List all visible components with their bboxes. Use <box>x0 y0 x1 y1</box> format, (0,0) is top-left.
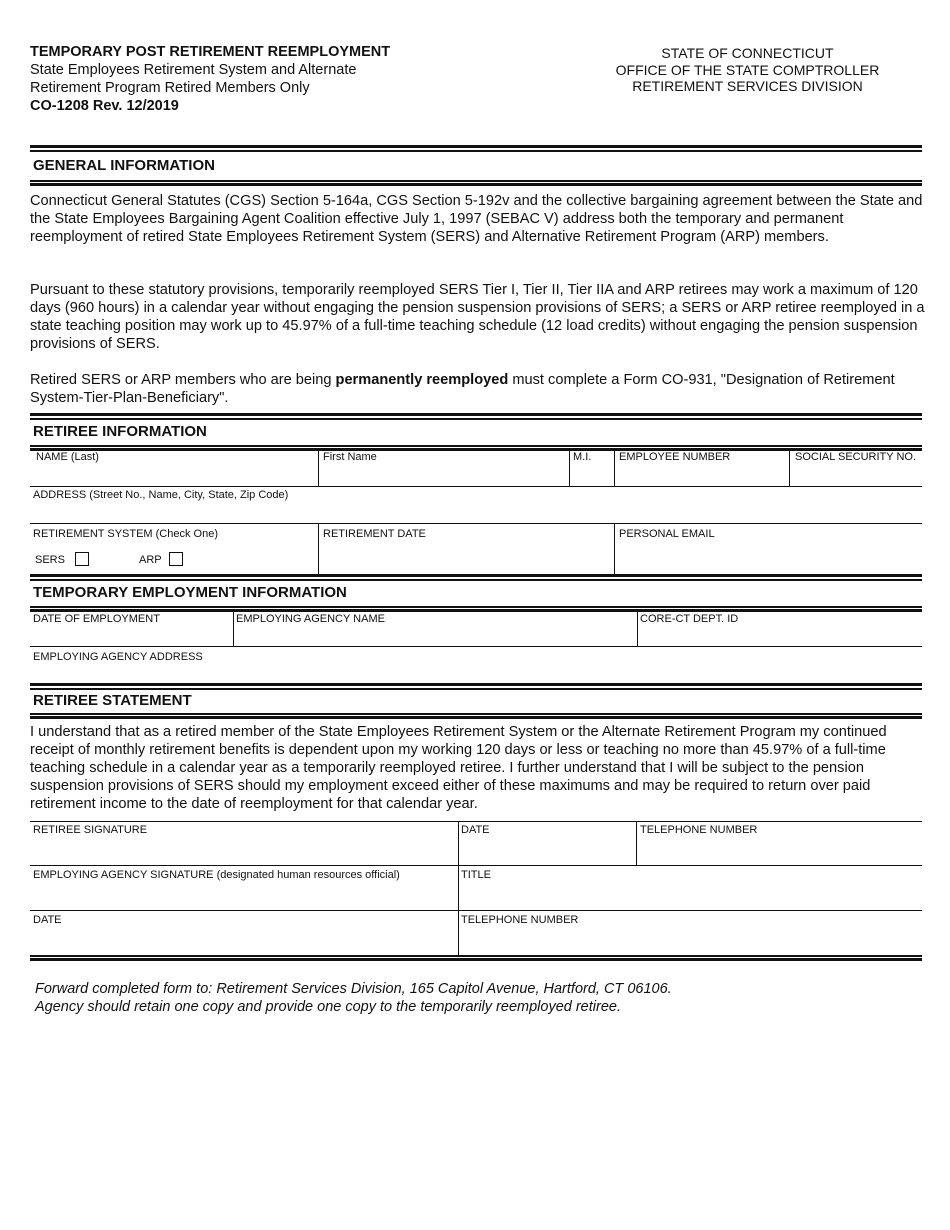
mi-field[interactable]: M.I. <box>573 451 592 463</box>
retiree-telephone-field[interactable]: TELEPHONE NUMBER <box>640 824 758 836</box>
divider <box>30 955 922 957</box>
personal-email-field[interactable]: PERSONAL EMAIL <box>619 528 715 540</box>
agency-address-field[interactable]: EMPLOYING AGENCY ADDRESS <box>33 651 203 663</box>
divider <box>30 606 922 608</box>
cell-divider <box>233 609 234 647</box>
divider <box>30 958 922 961</box>
form-subtitle-1: State Employees Retirement System and Alternate <box>30 62 357 78</box>
cell-divider <box>318 448 319 486</box>
date-of-employment-field[interactable]: DATE OF EMPLOYMENT <box>33 613 160 625</box>
cell-divider <box>789 448 790 486</box>
cell-divider <box>636 821 637 866</box>
retiree-statement-heading: RETIREE STATEMENT <box>33 692 192 709</box>
para3-text-end: must complete a Form CO-931, "Designation of Retirement System-Tier-Plan-Beneficiary". <box>30 372 895 406</box>
retirement-date-field[interactable]: RETIREMENT DATE <box>323 528 426 540</box>
cell-divider <box>614 523 615 575</box>
form-footer <box>35 980 915 1016</box>
row-line <box>30 486 922 487</box>
temp-employment-heading: TEMPORARY EMPLOYMENT INFORMATION <box>33 584 347 601</box>
divider <box>30 183 922 186</box>
divider <box>30 574 922 577</box>
divider <box>30 713 922 715</box>
form-number: CO-1208 Rev. 12/2019 <box>30 98 179 114</box>
dept-id-field[interactable]: CORE-CT DEPT. ID <box>640 613 739 625</box>
divider <box>30 716 922 719</box>
divider <box>30 445 922 447</box>
arp-label: ARP <box>139 554 162 566</box>
form-title: TEMPORARY POST RETIREMENT REEMPLOYMENT <box>30 44 391 60</box>
signature-date-field[interactable]: DATE <box>461 824 490 836</box>
divider <box>30 688 922 690</box>
agency-date-field[interactable]: DATE <box>33 914 62 926</box>
row-line <box>30 821 922 822</box>
divider <box>30 579 922 581</box>
divider <box>30 418 922 420</box>
form-subtitle-2: Retirement Program Retired Members Only <box>30 80 310 96</box>
divider <box>30 683 922 686</box>
divider <box>30 180 922 182</box>
general-info-heading: GENERAL INFORMATION <box>33 157 215 174</box>
row-line <box>30 523 922 524</box>
agency-name-field[interactable]: EMPLOYING AGENCY NAME <box>236 613 385 625</box>
row-line <box>30 646 922 647</box>
para3-text: Retired SERS or ARP members who are being <box>30 372 336 388</box>
footer-line-1: Forward completed form to: Retirement Services Division, 165 Capitol Avenue, Hartford, CT 06106. <box>35 981 672 997</box>
cell-divider <box>318 523 319 575</box>
employee-number-field[interactable]: EMPLOYEE NUMBER <box>619 451 731 463</box>
agency-telephone-field[interactable]: TELEPHONE NUMBER <box>461 914 579 926</box>
first-name-field[interactable]: First Name <box>323 451 377 463</box>
cell-divider <box>637 609 638 647</box>
agency-line-2: OFFICE OF THE STATE COMPTROLLER <box>615 61 880 78</box>
cell-divider <box>569 448 570 486</box>
divider <box>30 609 922 612</box>
form-header <box>30 43 550 115</box>
general-paragraph-1: Connecticut General Statutes (CGS) Section 5-164a, CGS Section 5-192v and the collective bargaining agreement between the State and the State Employees Bargaining Agent Coalition effective July 1, 1997 (SEBAC V) address both the temporary and permanent reemployment of retired State Employees Retirement System (SERS) and Alternative Retirement Program (ARP) members. <box>30 193 923 245</box>
row-line <box>30 910 922 911</box>
retiree-signature-field[interactable]: RETIREE SIGNATURE <box>33 824 148 836</box>
agency-signature-field[interactable]: EMPLOYING AGENCY SIGNATURE (designated human resources official) <box>33 869 400 881</box>
cell-divider <box>614 448 615 486</box>
title-field[interactable]: TITLE <box>461 869 491 881</box>
sers-label: SERS <box>35 554 65 566</box>
agency-header <box>600 45 895 95</box>
cell-divider <box>458 821 459 955</box>
agency-line-3: RETIREMENT SERVICES DIVISION <box>632 78 863 94</box>
footer-line-2: Agency should retain one copy and provide one copy to the temporarily reemployed retiree. <box>35 999 621 1015</box>
address-field[interactable]: ADDRESS (Street No., Name, City, State, Zip Code) <box>33 489 289 501</box>
ssn-field[interactable]: SOCIAL SECURITY NO. <box>795 451 917 463</box>
agency-line-1: STATE OF CONNECTICUT <box>661 45 834 61</box>
retiree-statement-text: I understand that as a retired member of the State Employees Retirement System or the Alternate Retirement Program my continued receipt of monthly retirement benefits is dependent upon my working 120 days or less or teaching no more than 45.97% of a full-time teaching schedule in a calendar year as a temporarily reemployed retiree. I further understand that I will be subject to the pension suspension provisions of SERS should my employment exceed either of these maximums and may be required to return over paid retirement income to the date of reemployment for that calendar year. <box>30 724 887 812</box>
row-line <box>30 865 922 866</box>
divider <box>30 145 922 148</box>
arp-checkbox[interactable] <box>169 552 183 566</box>
divider <box>30 413 922 416</box>
general-paragraph-3 <box>30 371 925 407</box>
sers-checkbox[interactable] <box>75 552 89 566</box>
retirement-system-label: RETIREMENT SYSTEM (Check One) <box>33 528 218 540</box>
divider <box>30 150 922 152</box>
general-paragraph-2: Pursuant to these statutory provisions, temporarily reemployed SERS Tier I, Tier II, Tier IIA and ARP retirees may work a maximum of 120 days (960 hours) in a calendar year without engaging the pension suspension provisions of SERS; a SERS or ARP retiree reemployed in a state teaching position may work up to 45.97% of a full-time teaching schedule (12 load credits) without engaging the pension suspension provisions of SERS. <box>30 282 925 352</box>
para3-emphasis: permanently reemployed <box>335 372 509 388</box>
name-last-field[interactable]: NAME (Last) <box>36 451 99 463</box>
retiree-info-heading: RETIREE INFORMATION <box>33 423 207 440</box>
